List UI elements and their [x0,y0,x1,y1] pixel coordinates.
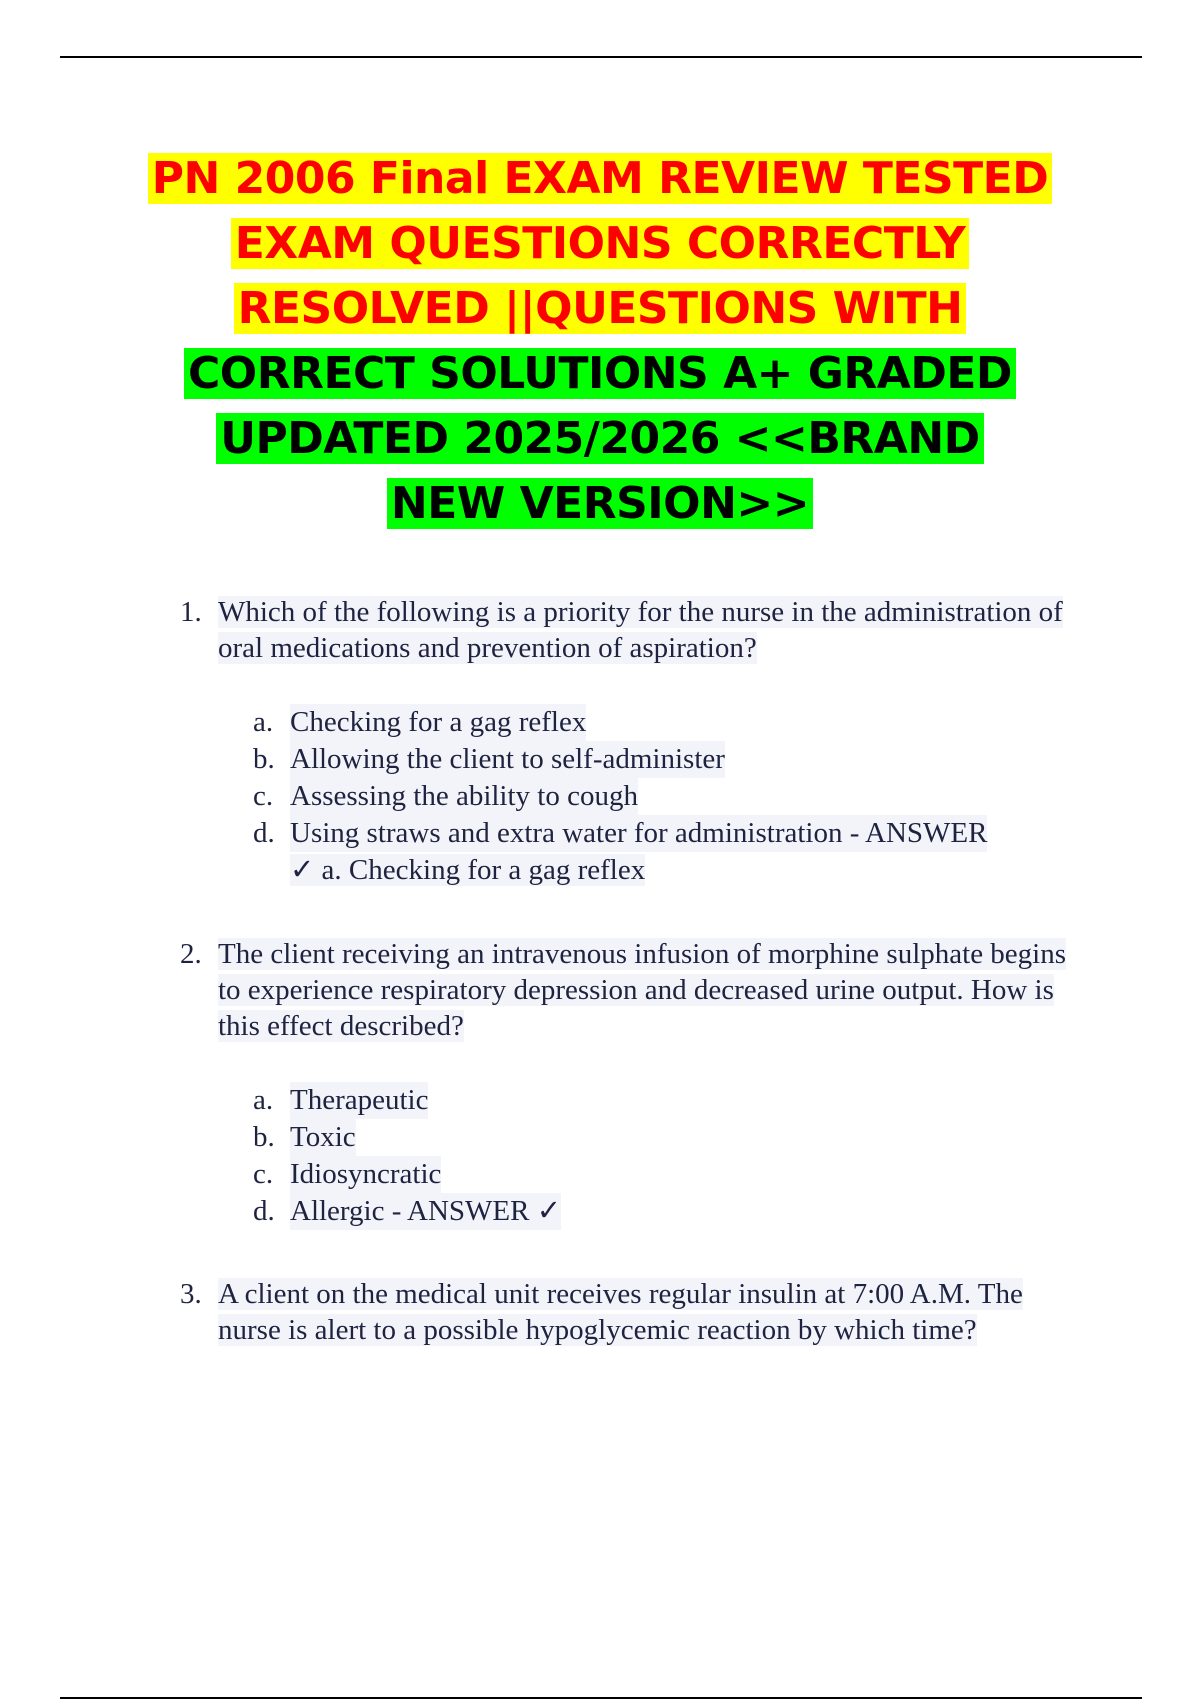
question-text: A client on the medical unit receives regular insulin at 7:00 A.M. The nurse is alert to a possible hypoglycemic reaction by which time? [218,1278,1023,1346]
option-letter: c. [253,780,274,812]
question-text: Which of the following is a priority for the nurse in the administration of oral medications and prevention of aspiration? [218,596,1063,664]
question-2 [180,936,1080,1044]
option-text: Assessing the ability to cough [290,778,638,815]
option-text: Therapeutic [290,1082,428,1119]
title-line: CORRECT SOLUTIONS A+ GRADED [100,341,1100,406]
title-line: NEW VERSION>> [100,471,1100,536]
title-line: RESOLVED ||QUESTIONS WITH [100,276,1100,341]
option [253,1193,1113,1230]
title-line: PN 2006 Final EXAM REVIEW TESTED [100,146,1100,211]
option [253,815,1113,852]
title-line: UPDATED 2025/2026 <<BRAND [100,406,1100,471]
option [253,1156,1113,1193]
option-letter: d. [253,1195,275,1227]
bottom-rule [60,1697,1142,1699]
option [253,741,1113,778]
question-1-options [253,704,1113,889]
question-3 [180,1276,1080,1348]
option [253,704,1113,741]
option-text: Idiosyncratic [290,1156,441,1193]
question-number: 2. [180,938,202,970]
answer-text: ✓ a. Checking for a gag reflex [290,854,646,886]
option-text: Allowing the client to self-administer [290,741,725,778]
question-number: 3. [180,1278,202,1310]
option-letter: c. [253,1158,274,1190]
top-rule [60,56,1142,58]
option [253,778,1113,815]
option-letter: b. [253,743,275,775]
question-1 [180,594,1080,666]
option-letter: d. [253,817,275,849]
option-letter: a. [253,1084,274,1116]
option [253,1082,1113,1119]
question-text: The client receiving an intravenous infusion of morphine sulphate begins to experience respiratory depression and decreased urine output. How is this effect described? [218,938,1067,1042]
option-text: Using straws and extra water for administration - ANSWER [290,815,987,852]
question-2-options [253,1082,1113,1230]
option-text: Allergic - ANSWER ✓ [290,1193,561,1230]
option-letter: a. [253,706,274,738]
option-letter: b. [253,1121,275,1153]
title-line: EXAM QUESTIONS CORRECTLY [100,211,1100,276]
option-text: Checking for a gag reflex [290,704,586,741]
question-number: 1. [180,596,202,628]
document-title [100,146,1100,536]
option-text: Toxic [290,1119,356,1156]
option [253,1119,1113,1156]
